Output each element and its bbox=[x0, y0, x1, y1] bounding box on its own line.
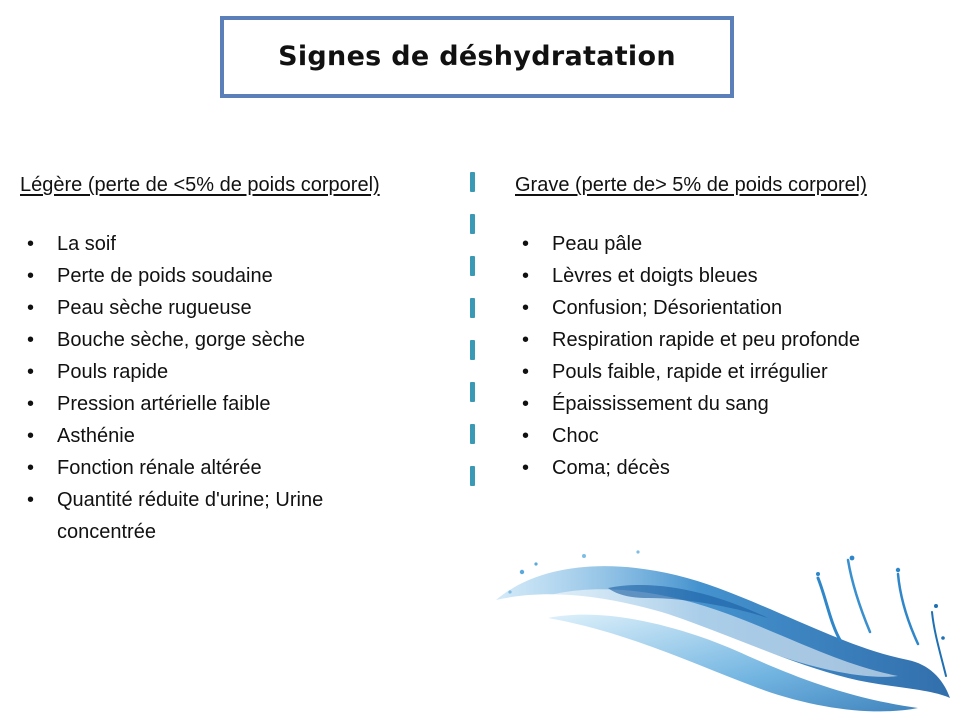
list-item bbox=[20, 292, 460, 324]
list-item bbox=[20, 420, 460, 452]
bullet-icon: • bbox=[522, 329, 530, 351]
severe-list bbox=[515, 228, 955, 484]
separator-dash bbox=[470, 214, 475, 234]
slide-title: Signes de déshydratation bbox=[278, 40, 676, 72]
bullet-icon: • bbox=[27, 361, 35, 383]
bullet-icon: • bbox=[522, 425, 530, 447]
severe-heading: Grave (perte de> 5% de poids corporel) bbox=[515, 174, 867, 196]
list-item bbox=[515, 420, 955, 452]
list-item-text: Coma; décès bbox=[552, 457, 670, 479]
list-item-text: Peau sèche rugueuse bbox=[57, 297, 252, 319]
bullet-icon: • bbox=[27, 265, 35, 287]
list-item-text: Pouls faible, rapide et irrégulier bbox=[552, 361, 828, 383]
list-item-text: Quantité réduite d'urine; Urine bbox=[57, 489, 324, 511]
list-item bbox=[20, 452, 460, 484]
list-item bbox=[20, 356, 460, 388]
title-box bbox=[220, 16, 734, 98]
list-item bbox=[515, 452, 955, 484]
list-item-continuation bbox=[20, 516, 460, 548]
separator-dash bbox=[470, 298, 475, 318]
list-item bbox=[20, 484, 460, 516]
water-splash-image bbox=[488, 548, 958, 720]
list-item bbox=[515, 260, 955, 292]
column-separator bbox=[470, 170, 476, 492]
severe-column bbox=[515, 170, 955, 484]
list-item-text: Pouls rapide bbox=[57, 361, 169, 383]
list-item-text: Confusion; Désorientation bbox=[552, 297, 783, 319]
list-item bbox=[515, 228, 955, 260]
list-item bbox=[515, 292, 955, 324]
list-item bbox=[20, 388, 460, 420]
list-item-text: Lèvres et doigts bleues bbox=[552, 265, 758, 287]
bullet-icon: • bbox=[522, 233, 530, 255]
list-item-text: Fonction rénale altérée bbox=[57, 457, 262, 479]
bullet-icon: • bbox=[522, 297, 530, 319]
list-item-text: Pression artérielle faible bbox=[57, 393, 271, 415]
bullet-icon: • bbox=[27, 393, 35, 415]
bullet-icon: • bbox=[27, 233, 35, 255]
list-item bbox=[515, 388, 955, 420]
bullet-icon: • bbox=[522, 457, 530, 479]
mild-list bbox=[20, 228, 460, 548]
list-item-text: concentrée bbox=[57, 521, 156, 543]
list-item bbox=[20, 228, 460, 260]
bullet-icon: • bbox=[27, 489, 35, 511]
list-item-text: La soif bbox=[57, 233, 116, 255]
list-item-text: Perte de poids soudaine bbox=[57, 265, 273, 287]
bullet-icon: • bbox=[27, 329, 35, 351]
bullet-icon: • bbox=[27, 457, 35, 479]
list-item-text: Peau pâle bbox=[552, 233, 643, 255]
separator-dash bbox=[470, 172, 475, 192]
bullet-icon: • bbox=[522, 265, 530, 287]
list-item-text: Asthénie bbox=[57, 425, 135, 447]
bullet-icon: • bbox=[522, 393, 530, 415]
list-item-text: Épaississement du sang bbox=[552, 393, 769, 415]
separator-dash bbox=[470, 340, 475, 360]
list-item-text: Respiration rapide et peu profonde bbox=[552, 329, 860, 351]
list-item bbox=[20, 260, 460, 292]
list-item bbox=[515, 324, 955, 356]
separator-dash bbox=[470, 256, 475, 276]
bullet-icon: • bbox=[27, 425, 35, 447]
separator-dash bbox=[470, 466, 475, 486]
list-item bbox=[20, 324, 460, 356]
list-item bbox=[515, 356, 955, 388]
bullet-icon: • bbox=[522, 361, 530, 383]
mild-heading: Légère (perte de <5% de poids corporel) bbox=[20, 174, 380, 196]
bullet-icon: • bbox=[27, 297, 35, 319]
list-item-text: Choc bbox=[552, 425, 599, 447]
separator-dash bbox=[470, 424, 475, 444]
list-item-text: Bouche sèche, gorge sèche bbox=[57, 329, 305, 351]
mild-column bbox=[20, 170, 460, 548]
separator-dash bbox=[470, 382, 475, 402]
